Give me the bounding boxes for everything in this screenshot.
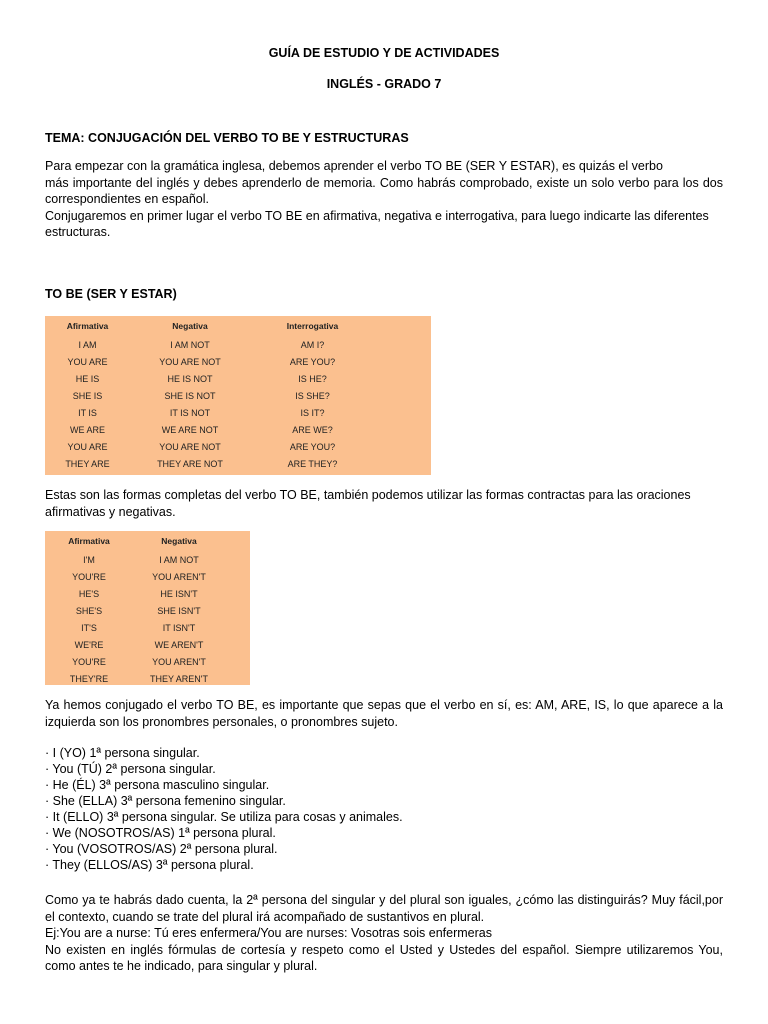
document-subtitle: INGLÉS - GRADO 7	[326, 77, 442, 91]
table-cell: SHE IS	[72, 390, 103, 401]
table-cell: THEY ARE NOT	[157, 458, 223, 469]
table-row	[45, 653, 225, 670]
pronoun-intro-paragraph: Ya hemos conjugado el verbo TO BE, es importante que sepas que el verbo en sí, es: AM, ARE, IS, lo que aparece a la izquierda son los pronombres personales, o pronombres sujeto.	[45, 698, 723, 729]
table-cell: WE AREN'T	[154, 639, 204, 650]
closing-paragraph	[45, 892, 723, 975]
table-row	[45, 387, 375, 404]
section-heading: TO BE (SER Y ESTAR)	[45, 287, 177, 301]
table-row	[45, 353, 375, 370]
contracted-forms-table	[45, 531, 250, 685]
pronoun-list	[45, 745, 723, 873]
table-header-row	[45, 316, 375, 336]
table-cell: THEY'RE	[69, 673, 109, 684]
intro-paragraph	[45, 158, 723, 241]
table-cell: YOU'RE	[72, 571, 106, 582]
table-cell: YOU ARE NOT	[159, 356, 221, 367]
list-item: · It (ELLO) 3ª persona singular. Se utiliza para cosas y animales.	[45, 810, 403, 824]
column-header: Negativa	[172, 321, 208, 331]
table-cell: YOU AREN'T	[152, 571, 206, 582]
table-row	[45, 568, 225, 585]
table-cell: I AM NOT	[170, 339, 210, 350]
table-cell: I AM NOT	[159, 554, 199, 565]
table-cell: IT ISN'T	[162, 622, 196, 633]
closing-line-3: No existen en inglés fórmulas de cortesía y respeto como el Usted y Ustedes del español. Siempre utilizaremos You, como antes te he indicado, para singular y plural.	[45, 942, 723, 973]
table-row	[45, 619, 225, 636]
table-cell: IS SHE?	[295, 390, 330, 401]
table-cell: IT IS	[78, 407, 97, 418]
list-item: · They (ELLOS/AS) 3ª persona plural.	[45, 858, 254, 872]
list-item: · You (TÚ) 2ª persona singular.	[45, 762, 216, 776]
table-row	[45, 404, 375, 421]
list-item: · She (ELLA) 3ª persona femenino singular.	[45, 794, 286, 808]
table-cell: SHE ISN'T	[157, 605, 201, 616]
list-item: · We (NOSOTROS/AS) 1ª persona plural.	[45, 826, 276, 840]
table-cell: SHE'S	[75, 605, 103, 616]
table-row	[45, 336, 375, 353]
table-cell: YOU ARE NOT	[159, 441, 221, 452]
table-cell: IT'S	[81, 622, 97, 633]
list-item: · I (YO) 1ª persona singular.	[45, 746, 200, 760]
table-cell: IS IT?	[300, 407, 325, 418]
list-item: · You (VOSOTROS/AS) 2ª persona plural.	[45, 842, 278, 856]
column-header: Afirmativa	[68, 536, 110, 546]
intro-line-3: Conjugaremos en primer lugar el verbo TO BE en afirmativa, negativa e interrogativa, para luego indicarte las diferentes estructuras.	[45, 208, 709, 239]
table-cell: AM I?	[300, 339, 325, 350]
table-cell: IS HE?	[298, 373, 327, 384]
column-header: Afirmativa	[66, 321, 109, 331]
closing-line-2: Ej:You are a nurse: Tú eres enfermera/You are nurses: Vosotras sois enfermeras	[45, 926, 493, 940]
closing-line-1: Como ya te habrás dado cuenta, la 2ª persona del singular y del plural son iguales, ¿cómo las distinguirás? Muy fácil,por el contexto, cuando se trate del plural irá acompañado de sustantivos en plural.	[45, 893, 723, 924]
topic-heading: TEMA: CONJUGACIÓN DEL VERBO TO BE Y ESTRUCTURAS	[45, 131, 409, 145]
table-row	[45, 670, 225, 687]
table-cell: ARE WE?	[292, 424, 333, 435]
table-cell: WE'RE	[74, 639, 104, 650]
table-row	[45, 438, 375, 455]
table-row	[45, 370, 375, 387]
table-cell: THEY AREN'T	[149, 673, 209, 684]
full-forms-table	[45, 316, 431, 475]
table-row	[45, 602, 225, 619]
intro-line-2: más importante del inglés y debes aprenderlo de memoria. Como habrás comprobado, existe un solo verbo para los dos correspondientes en español.	[45, 175, 723, 206]
table-cell: HE IS NOT	[167, 373, 213, 384]
table-cell: HE'S	[78, 588, 100, 599]
table-row	[45, 551, 225, 568]
table-cell: SHE IS NOT	[164, 390, 216, 401]
document-title: GUÍA DE ESTUDIO Y DE ACTIVIDADES	[268, 46, 500, 60]
table-cell: WE ARE	[69, 424, 105, 435]
table-cell: ARE THEY?	[287, 458, 338, 469]
table-cell: YOU'RE	[72, 656, 106, 667]
table-cell: YOU ARE	[67, 441, 108, 452]
table-row	[45, 455, 375, 472]
table-cell: YOU ARE	[67, 356, 108, 367]
table-cell: HE IS	[75, 373, 100, 384]
contracted-forms-intro: Estas son las formas completas del verbo TO BE, también podemos utilizar las formas contractas para las oraciones afirmativas y negativas.	[45, 488, 691, 519]
table-row	[45, 636, 225, 653]
table-cell: THEY ARE	[65, 458, 110, 469]
intro-line-1: Para empezar con la gramática inglesa, debemos aprender el verbo TO BE (SER Y ESTAR), es quizás el verbo	[45, 159, 663, 173]
table-cell: IT IS NOT	[169, 407, 211, 418]
column-header: Negativa	[161, 536, 197, 546]
column-header: Interrogativa	[286, 321, 339, 331]
table-cell: WE ARE NOT	[161, 424, 219, 435]
table-cell: ARE YOU?	[289, 356, 336, 367]
table-cell: I'M	[83, 554, 95, 565]
table-row	[45, 421, 375, 438]
table-cell: YOU AREN'T	[152, 656, 206, 667]
table-cell: I AM	[78, 339, 97, 350]
list-item: · He (ÉL) 3ª persona masculino singular.	[45, 778, 270, 792]
table-cell: ARE YOU?	[289, 441, 336, 452]
table-cell: HE ISN'T	[160, 588, 198, 599]
table-row	[45, 585, 225, 602]
table-header-row	[45, 531, 225, 551]
